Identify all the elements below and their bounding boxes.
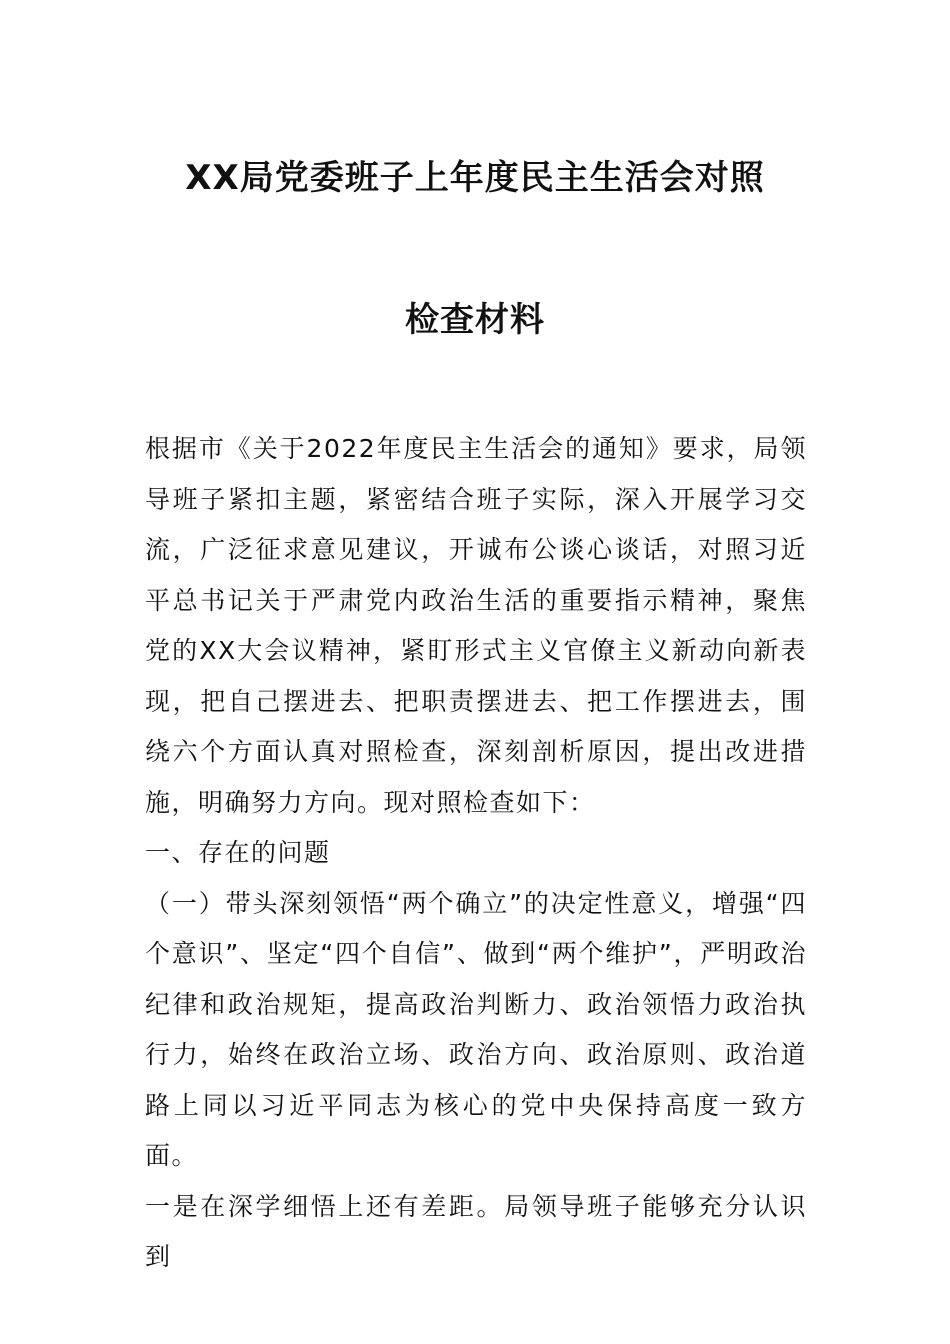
subsection-paragraph-1: （一）带头深刻领悟“两个确立”的决定性意义，增强“四个意识”、坚定“四个自信”、做到“两个维护”，严明政治纪律和政治规矩，提高政治判断力、政治领悟力政治执行力，始终在政治立场、政治方向、政治原则、政治道路上同以习近平同志为核心的党中央保持高度一致方面。: [145, 888, 807, 1170]
document-title-line-1: XX局党委班子上年度民主生活会对照: [185, 158, 765, 198]
section-heading-problems: 一、存在的问题: [145, 838, 331, 867]
document-title-line-2: 检查材料: [405, 300, 545, 340]
point-paragraph-1: 一是在深学细悟上还有差距。局领导班子能够充分认识到: [145, 1191, 807, 1271]
intro-paragraph: 根据市《关于2022年度民主生活会的通知》要求，局领导班子紧扣主题，紧密结合班子实际，深入开展学习交流，广泛征求意见建议，开诚布公谈心谈话，对照习近平总书记关于严肃党内政治生活的重要指示精神，聚焦党的XX大会议精神，紧盯形式主义官僚主义新动向新表现，把自己摆进去、把职责摆进去、把工作摆进去，围绕六个方面认真对照检查，深刻剖析原因，提出改进措施，明确努力方向。现对照检查如下：: [145, 434, 807, 817]
document-body: [145, 424, 807, 1283]
